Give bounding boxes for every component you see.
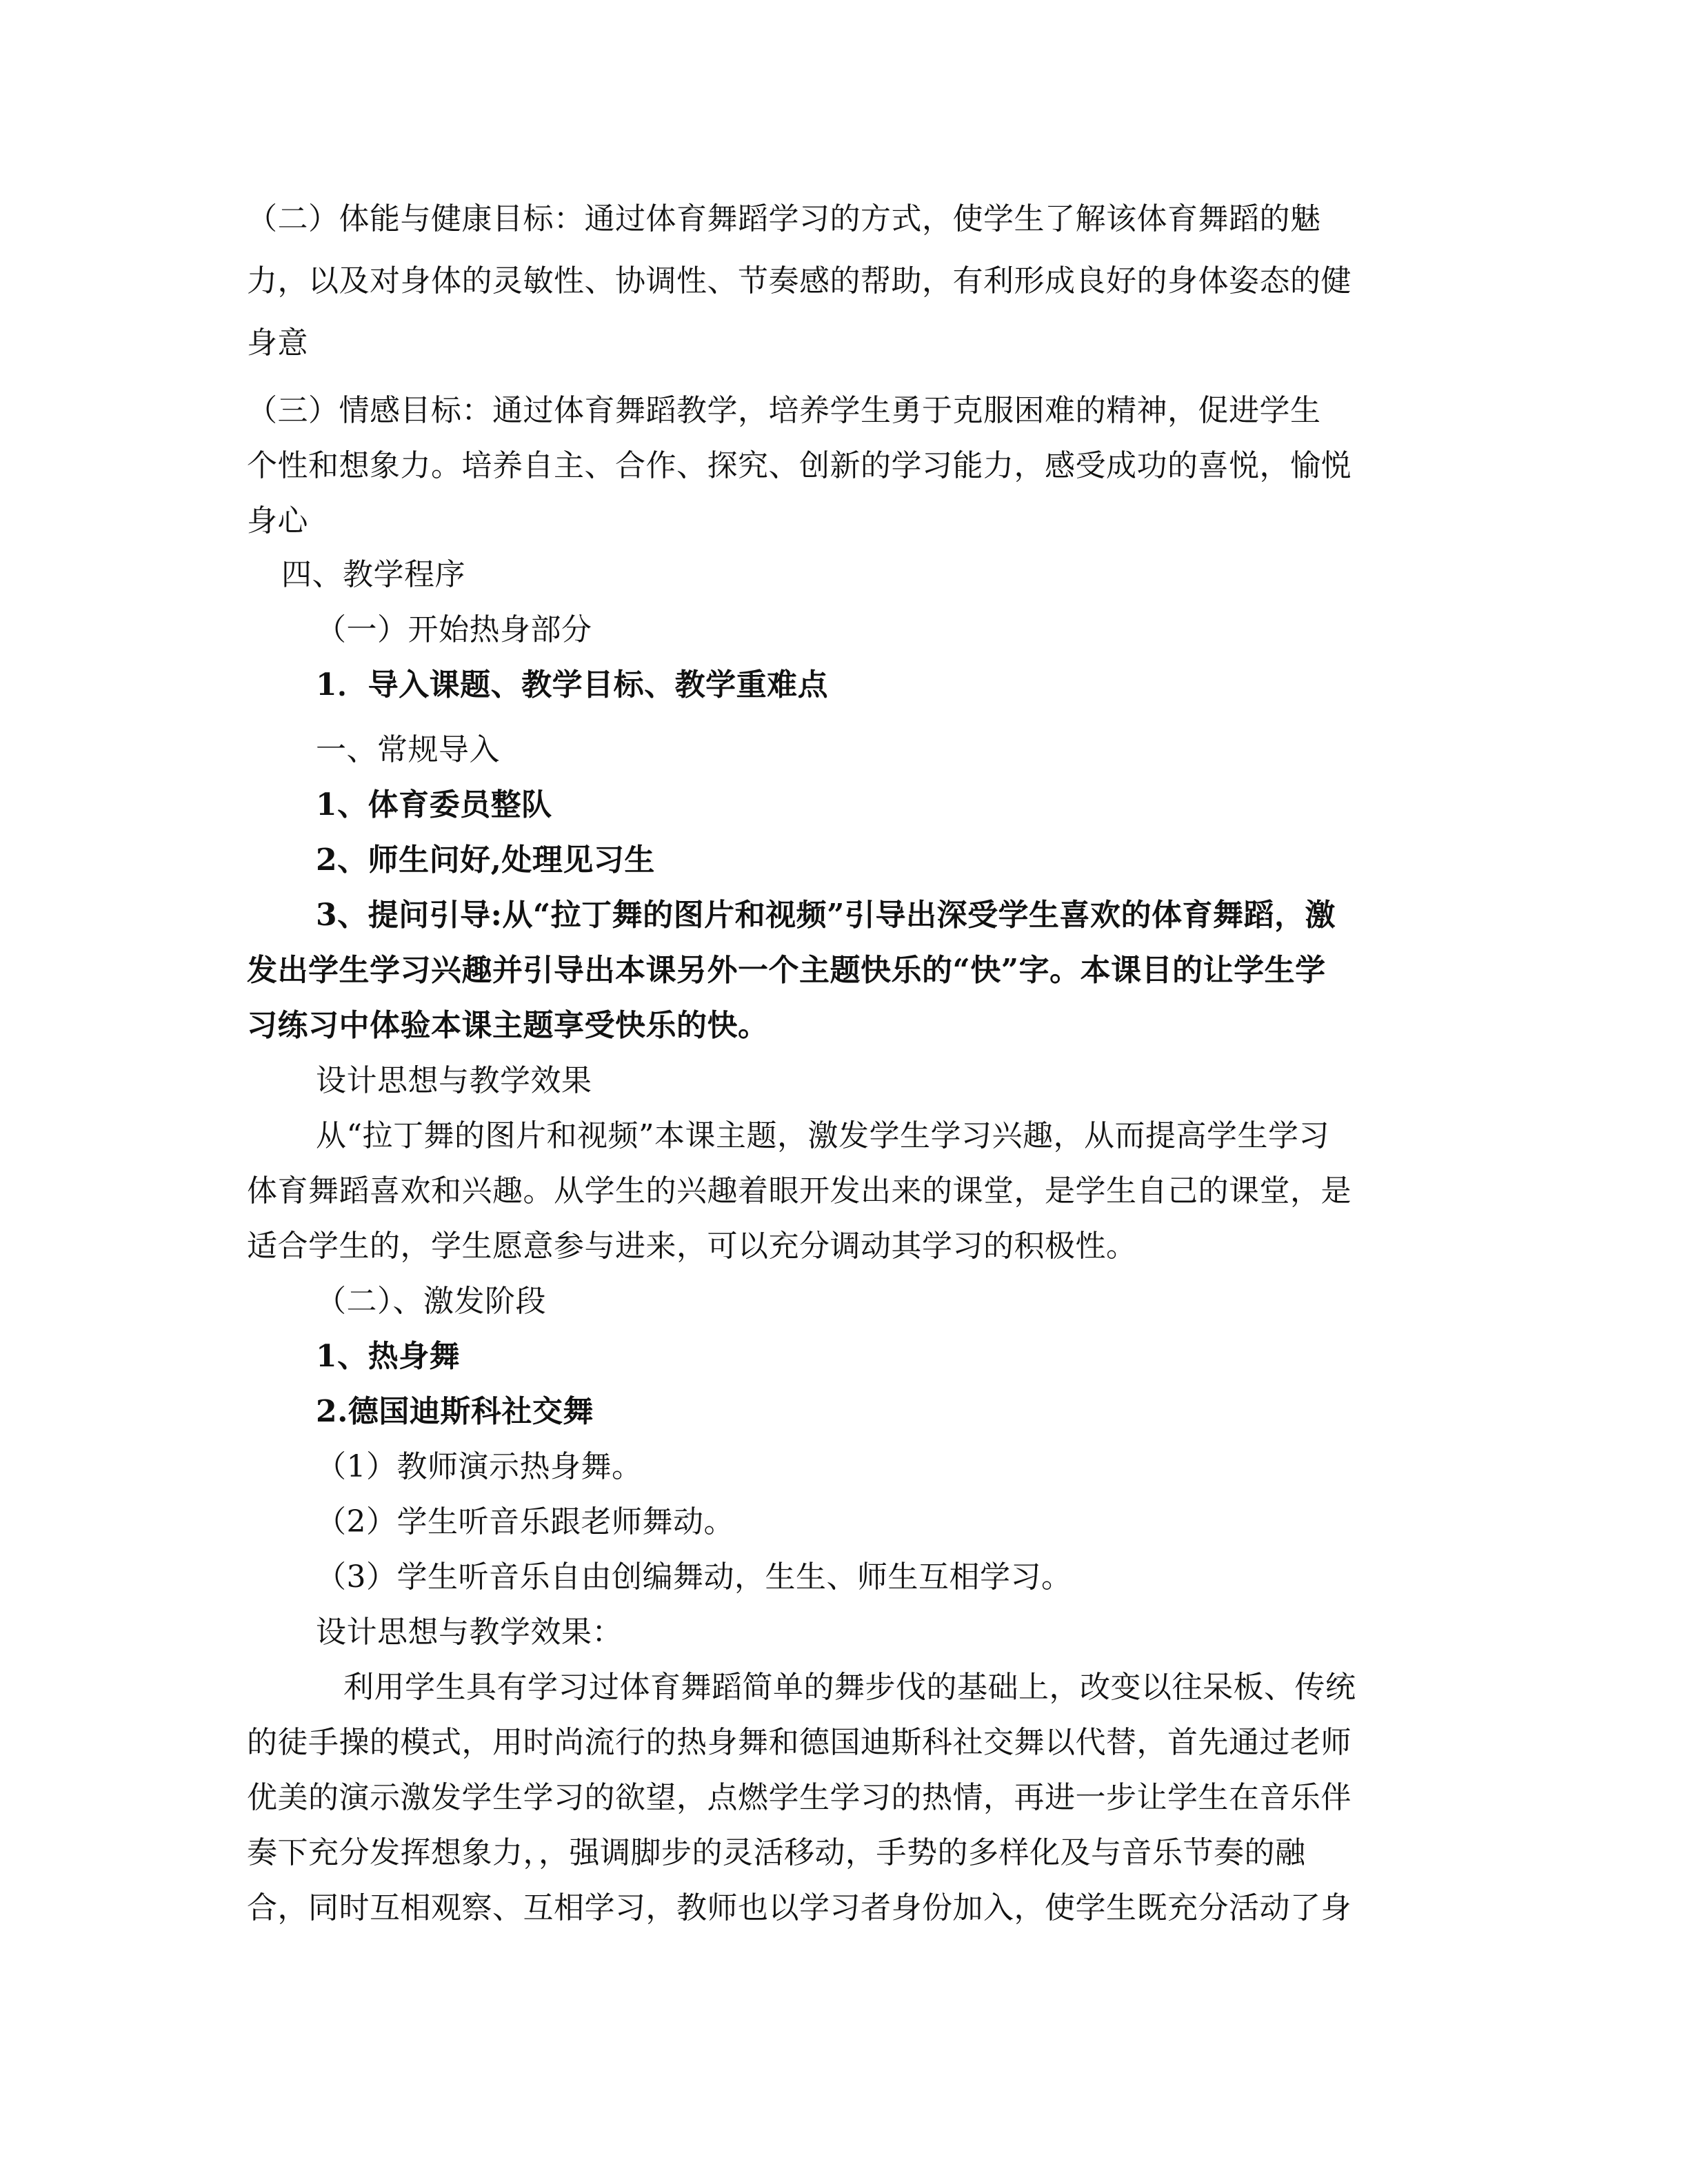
text-line: 体育舞蹈喜欢和兴趣。从学生的兴趣着眼开发出来的课堂，是学生自己的课堂，是	[247, 1173, 1352, 1209]
list-item: 3、提问引导:从“拉丁舞的图片和视频”引导出深受学生喜欢的体育舞蹈，激	[316, 898, 1336, 933]
text-line: 身意	[247, 325, 308, 361]
text-line: 的徒手操的模式，用时尚流行的热身舞和德国迪斯科社交舞以代替，首先通过老师	[247, 1725, 1352, 1760]
list-item: （3）学生听音乐自由创编舞动，生生、师生互相学习。	[316, 1559, 1072, 1595]
text-line: 发出学生学习兴趣并引导出本课另外一个主题快乐的“快”字。本课目的让学生学	[247, 953, 1326, 988]
list-item: 2.德国迪斯科社交舞	[316, 1394, 594, 1429]
text-line: 适合学生的，学生愿意参与进来，可以充分调动其学习的积极性。	[247, 1228, 1137, 1264]
text-line: （三）情感目标：通过体育舞蹈教学，培养学生勇于克服困难的精神，促进学生	[247, 393, 1321, 428]
list-item: （2）学生听音乐跟老师舞动。	[316, 1504, 734, 1539]
list-item: 1、热身舞	[316, 1339, 461, 1374]
subsection-heading: （二）、激发阶段	[316, 1284, 546, 1319]
text-line: 优美的演示激发学生学习的欲望，点燃学生学习的热情，再进一步让学生在音乐伴	[247, 1780, 1352, 1815]
list-item: 2、师生问好,处理见习生	[316, 842, 655, 878]
text-line: 利用学生具有学习过体育舞蹈简单的舞步伐的基础上，改变以往呆板、传统	[343, 1670, 1356, 1705]
list-item: （1）教师演示热身舞。	[316, 1449, 643, 1484]
text-line: 1．导入课题、教学目标、教学重难点	[316, 667, 829, 702]
text-line: 一、常规导入	[316, 732, 500, 767]
text-line: 习练习中体验本课主题享受快乐的快。	[247, 1008, 769, 1043]
text-line: 身心	[247, 503, 308, 538]
text-line: （二）体能与健康目标：通过体育舞蹈学习的方式，使学生了解该体育舞蹈的魅	[247, 201, 1321, 236]
text-line: 力，以及对身体的灵敏性、协调性、节奏感的帮助，有利形成良好的身体姿态的健	[247, 263, 1352, 299]
text-line: 个性和想象力。培养自主、合作、探究、创新的学习能力，感受成功的喜悦，愉悦	[247, 448, 1352, 483]
section-heading: 四、教学程序	[281, 557, 465, 592]
subsection-heading: （一）开始热身部分	[316, 612, 592, 647]
text-line: 设计思想与教学效果	[316, 1063, 592, 1098]
text-line: 设计思想与教学效果：	[316, 1615, 623, 1650]
list-item: 1、体育委员整队	[316, 787, 552, 822]
text-line: 合，同时互相观察、互相学习，教师也以学习者身份加入，使学生既充分活动了身	[247, 1890, 1352, 1925]
text-line: 从“拉丁舞的图片和视频”本课主题，激发学生学习兴趣，从而提高学生学习	[316, 1118, 1329, 1153]
text-line: 奏下充分发挥想象力，，强调脚步的灵活移动，手势的多样化及与音乐节奏的融	[247, 1835, 1306, 1870]
